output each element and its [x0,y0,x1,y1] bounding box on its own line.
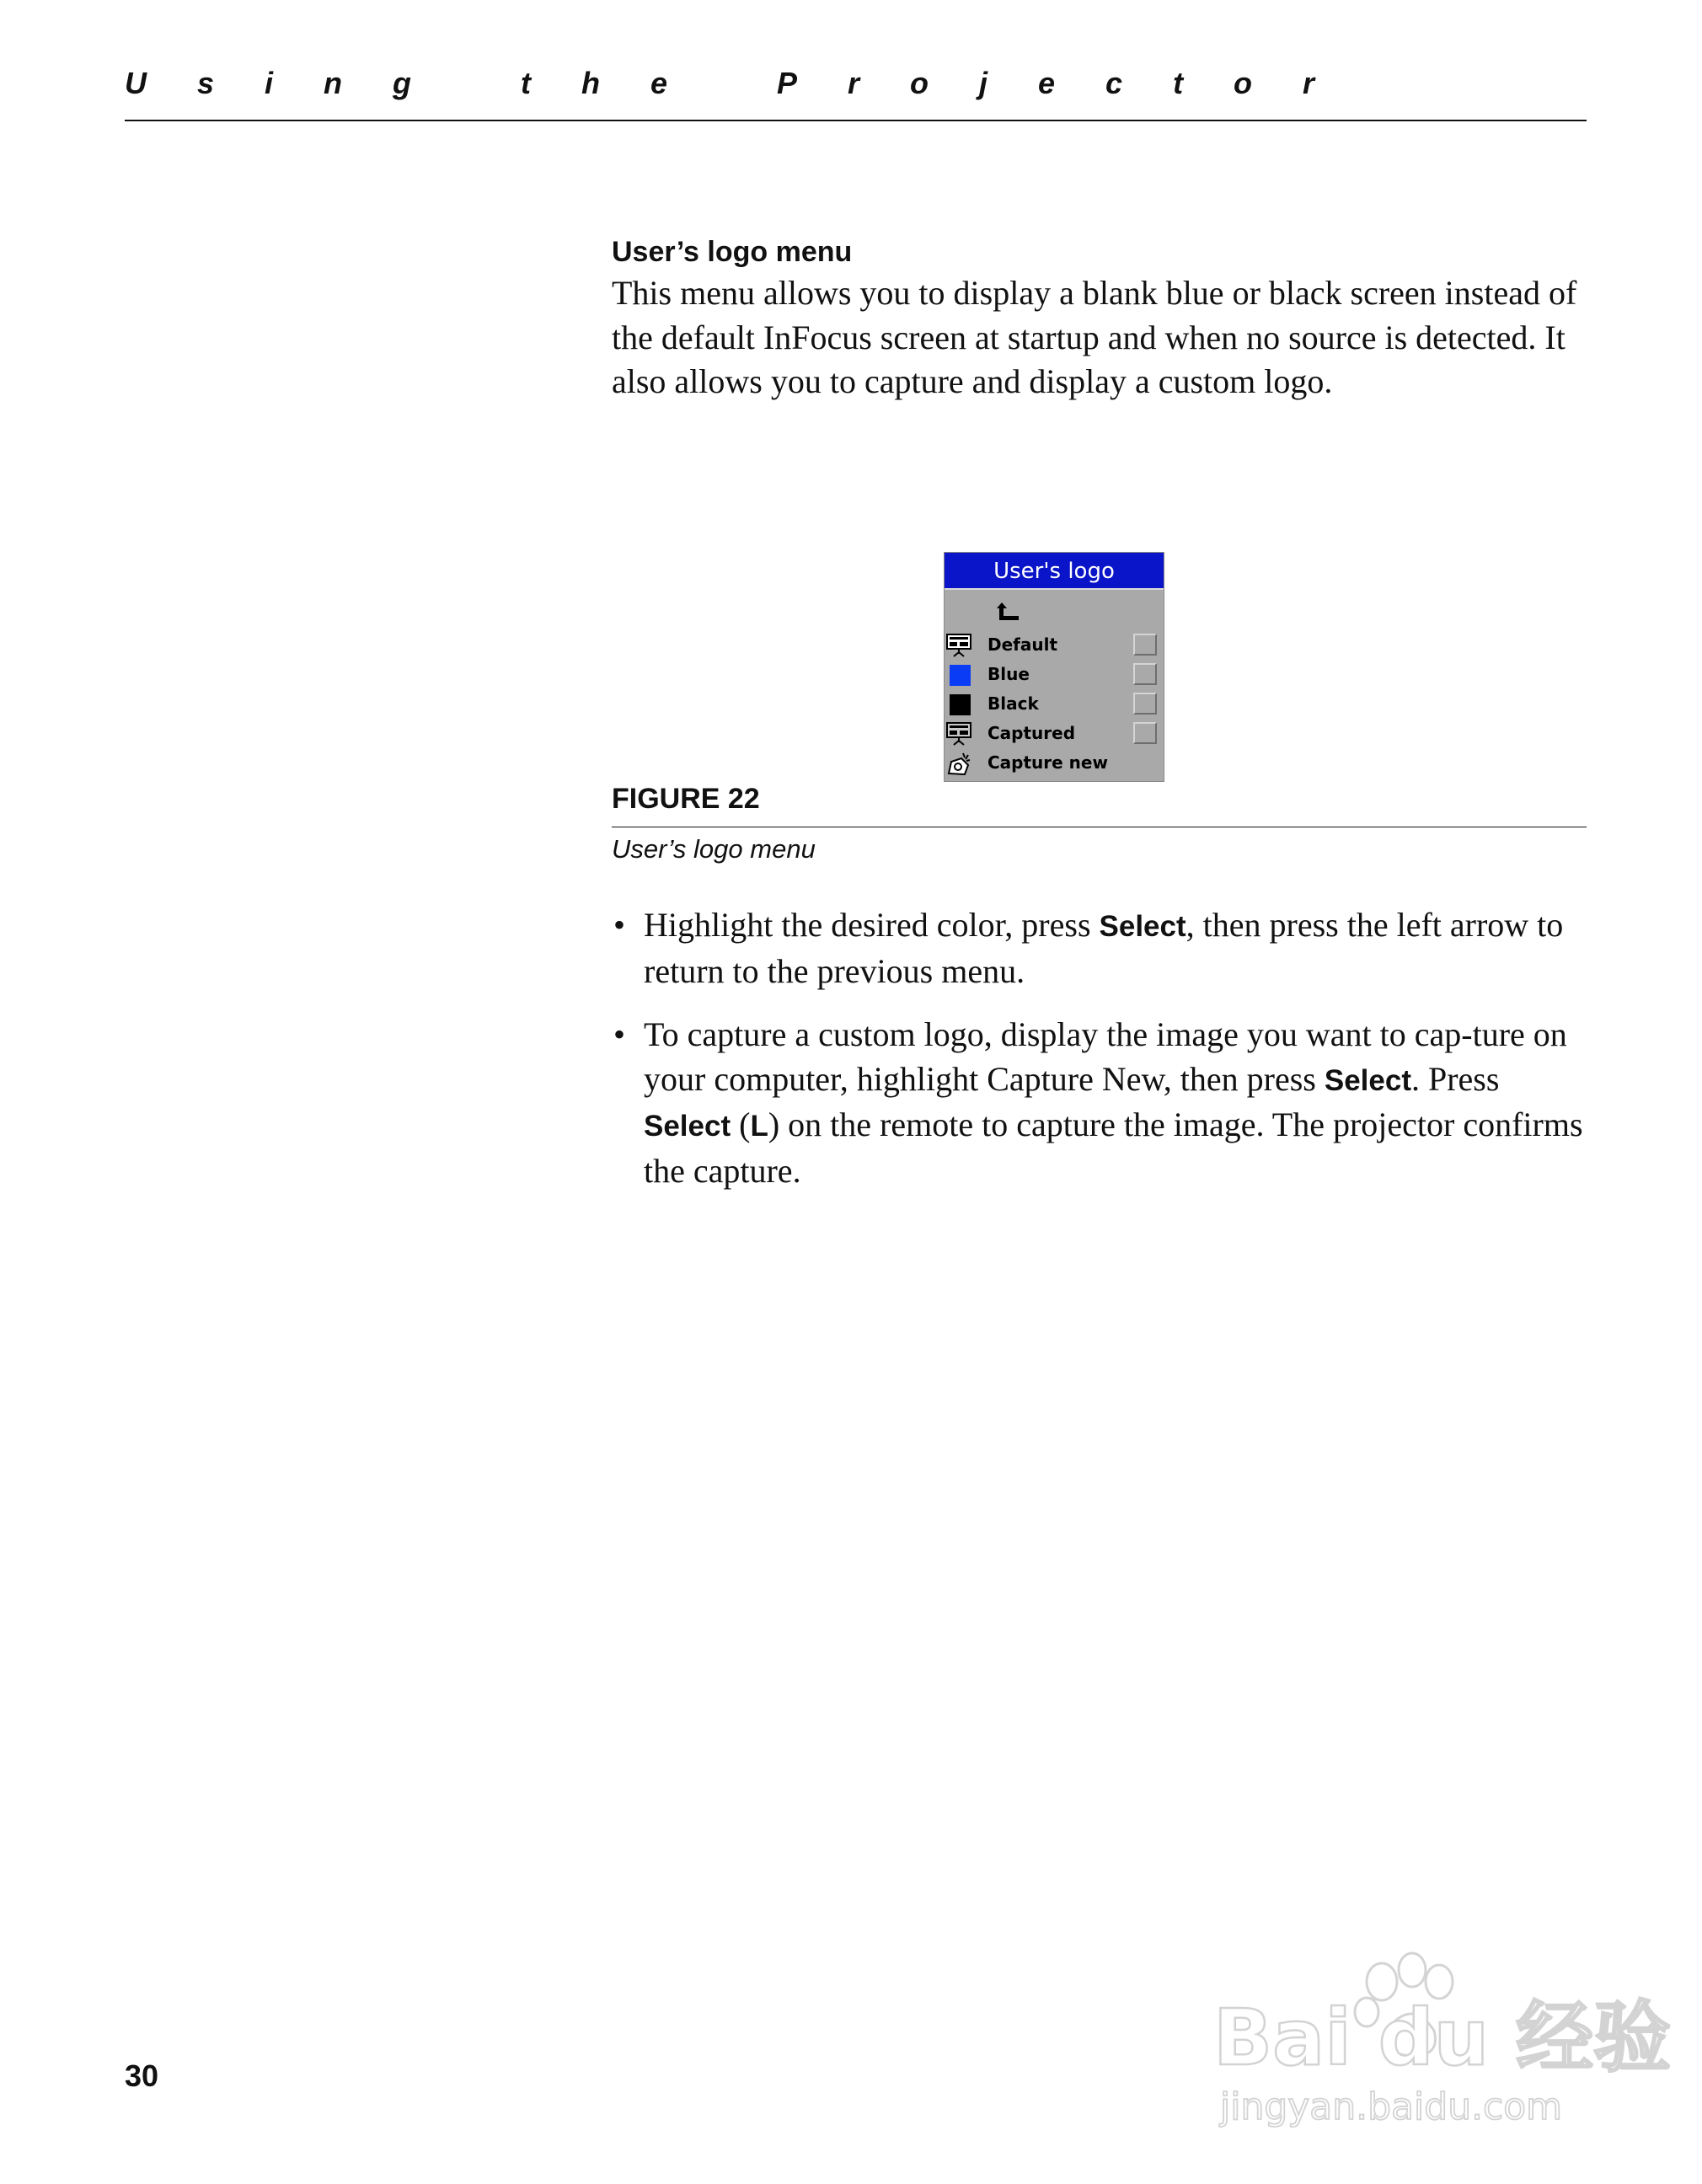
osd-item-default[interactable] [945,630,1164,660]
black-swatch [950,694,971,715]
osd-item-label: Captured [987,723,1076,743]
back-arrow-icon[interactable] [995,601,1022,623]
osd-item-checkbox[interactable] [1133,663,1157,685]
osd-item-label: Blue [987,664,1030,684]
bullet-text: To capture a custom logo, display the image you want to cap-ture on your computer, highlight Capture New, then press [644,1015,1567,1098]
running-header: Using the Projector [125,66,1366,100]
blue-swatch-icon [946,663,971,687]
bullet-icon: • [613,906,626,944]
osd-item-label: Black [987,693,1039,714]
users-logo-osd-menu [944,552,1164,782]
osd-item-black[interactable] [945,689,1164,719]
osd-item-label: Capture new [987,752,1108,773]
bullet-text: . Press [1410,1059,1500,1098]
osd-item-label: Default [987,634,1058,655]
list-item [612,1013,1589,1193]
page-number: 30 [125,2058,159,2093]
osd-item-checkbox[interactable] [1133,693,1157,715]
black-swatch-icon [946,693,971,716]
select-key-label: Select [1324,1063,1411,1097]
watermark-url: jingyan.baidu.com [1220,2085,1563,2128]
header-rule [125,120,1587,121]
select-key-label: Select [644,1110,731,1143]
bullet-text: , then press the left arrow to return to the previous menu. [644,906,1564,990]
intro-paragraph: This menu allows you to display a blank blue or black screen instead of the default InFocus screen at startup and when no source is detected. It also allows you to capture and display a custom logo. [612,274,1577,400]
bullet-icon: • [613,1015,626,1053]
list-item [612,903,1589,993]
figure-label: FIGURE 22 [612,783,760,815]
section-heading: User’s logo menu [612,236,853,268]
bullet-text: ( [731,1105,751,1143]
capture-new-icon [946,752,971,775]
blue-swatch [950,665,971,686]
osd-item-checkbox[interactable] [1133,722,1157,744]
osd-menu-title: User's logo [945,553,1164,590]
bullet-text: ) on the remote to capture the image. The projector confirms the capture. [644,1105,1583,1190]
osd-item-checkbox[interactable] [1133,634,1157,656]
captured-logo-icon [946,722,971,746]
default-logo-icon [946,634,971,657]
osd-item-captured[interactable] [945,719,1164,748]
osd-item-capture-new[interactable] [945,748,1164,778]
remote-key-label: L [750,1110,768,1143]
figure-caption: User’s logo menu [612,834,816,864]
watermark-brand: Bai du 经验 [1213,1993,1672,2083]
instruction-list [612,903,1589,1212]
osd-item-blue[interactable] [945,660,1164,689]
bullet-text: Highlight the desired color, press [644,906,1100,944]
baidu-jingyan-watermark [1213,1938,1672,2132]
select-key-label: Select [1099,910,1186,943]
